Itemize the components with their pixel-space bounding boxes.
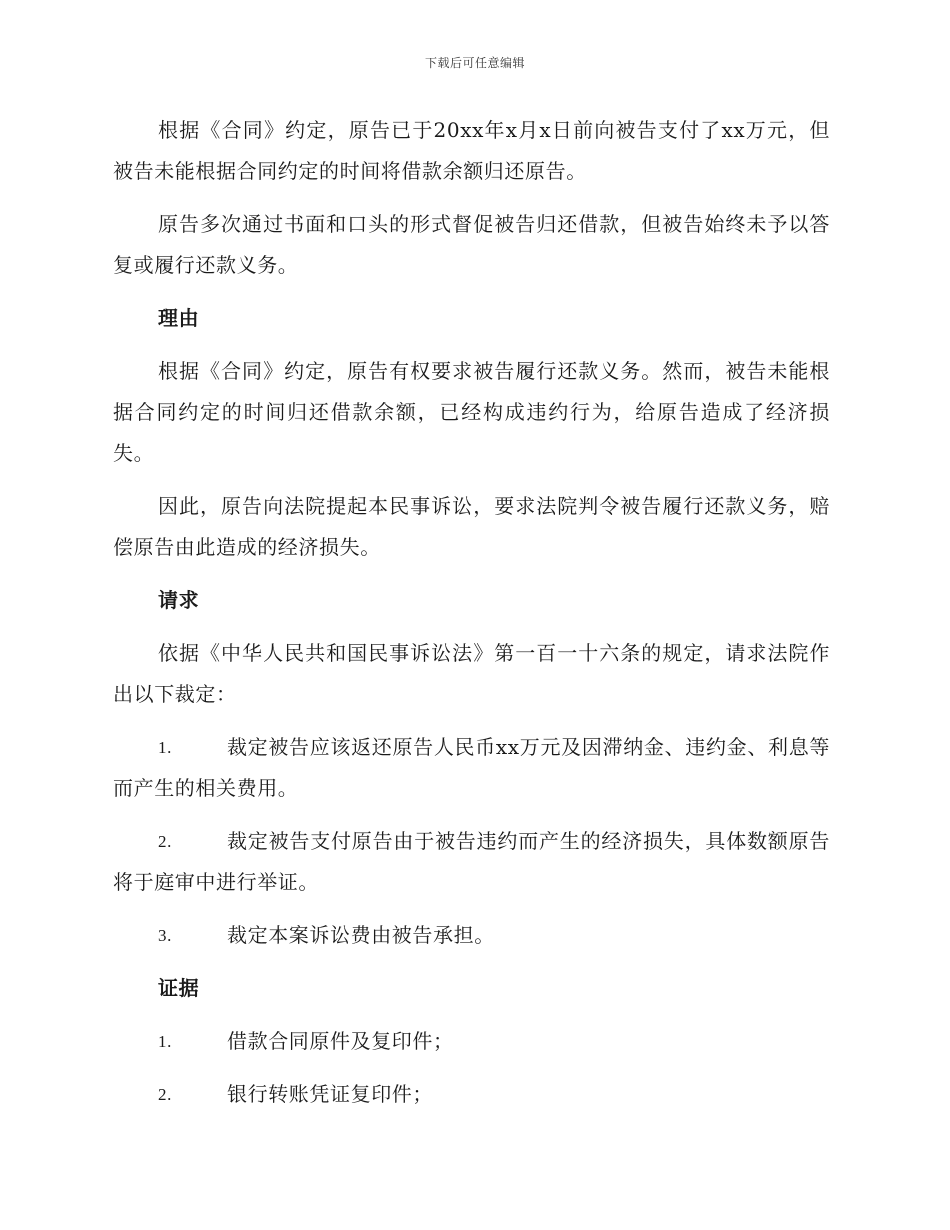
paragraph-urging: 原告多次通过书面和口头的形式督促被告归还借款，但被告始终未予以答复或履行还款义务。 (113, 212, 830, 277)
request-item (113, 727, 830, 809)
header-note: 下载后可任意编辑 (424, 56, 525, 70)
evidence-item-text: 借款合同原件及复印件； (227, 1029, 454, 1053)
heading-request: 请求 (158, 588, 200, 612)
evidence-item-number: 2. (158, 1085, 172, 1104)
request-item-text: 裁定被告支付原告由于被告违约而产生的经济损失，具体数额原告将于庭审中进行举证。 (113, 829, 830, 894)
heading-reason: 理由 (158, 306, 200, 330)
request-item-number: 3. (158, 926, 172, 945)
request-item-text: 裁定被告应该返还原告人民币xx万元及因滞纳金、违约金、利息等而产生的相关费用。 (113, 735, 830, 800)
request-item-text: 裁定本案诉讼费由被告承担。 (227, 923, 495, 947)
paragraph-payment: 根据《合同》约定，原告已于20xx年x月x日前向被告支付了xx万元，但被告未能根据合同约定的时间将借款余额归还原告。 (113, 118, 830, 183)
evidence-item-text: 银行转账凭证复印件； (227, 1082, 433, 1106)
evidence-item (113, 1021, 830, 1062)
paragraph-lawsuit: 因此，原告向法院提起本民事诉讼，要求法院判令被告履行还款义务，赔偿原告由此造成的经济损失。 (113, 494, 830, 559)
document-body (113, 110, 830, 1127)
evidence-item-number: 1. (158, 1032, 172, 1051)
evidence-item (113, 1074, 830, 1115)
heading-evidence: 证据 (158, 976, 200, 1000)
request-item (113, 821, 830, 903)
paragraph-legal-basis: 依据《中华人民共和国民事诉讼法》第一百一十六条的规定，请求法院作出以下裁定： (113, 641, 830, 706)
request-item (113, 915, 830, 956)
request-item-number: 2. (158, 832, 172, 851)
paragraph-breach: 根据《合同》约定，原告有权要求被告履行还款义务。然而，被告未能根据合同约定的时间归还借款余额，已经构成违约行为，给原告造成了经济损失。 (113, 359, 830, 465)
request-item-number: 1. (158, 738, 172, 757)
